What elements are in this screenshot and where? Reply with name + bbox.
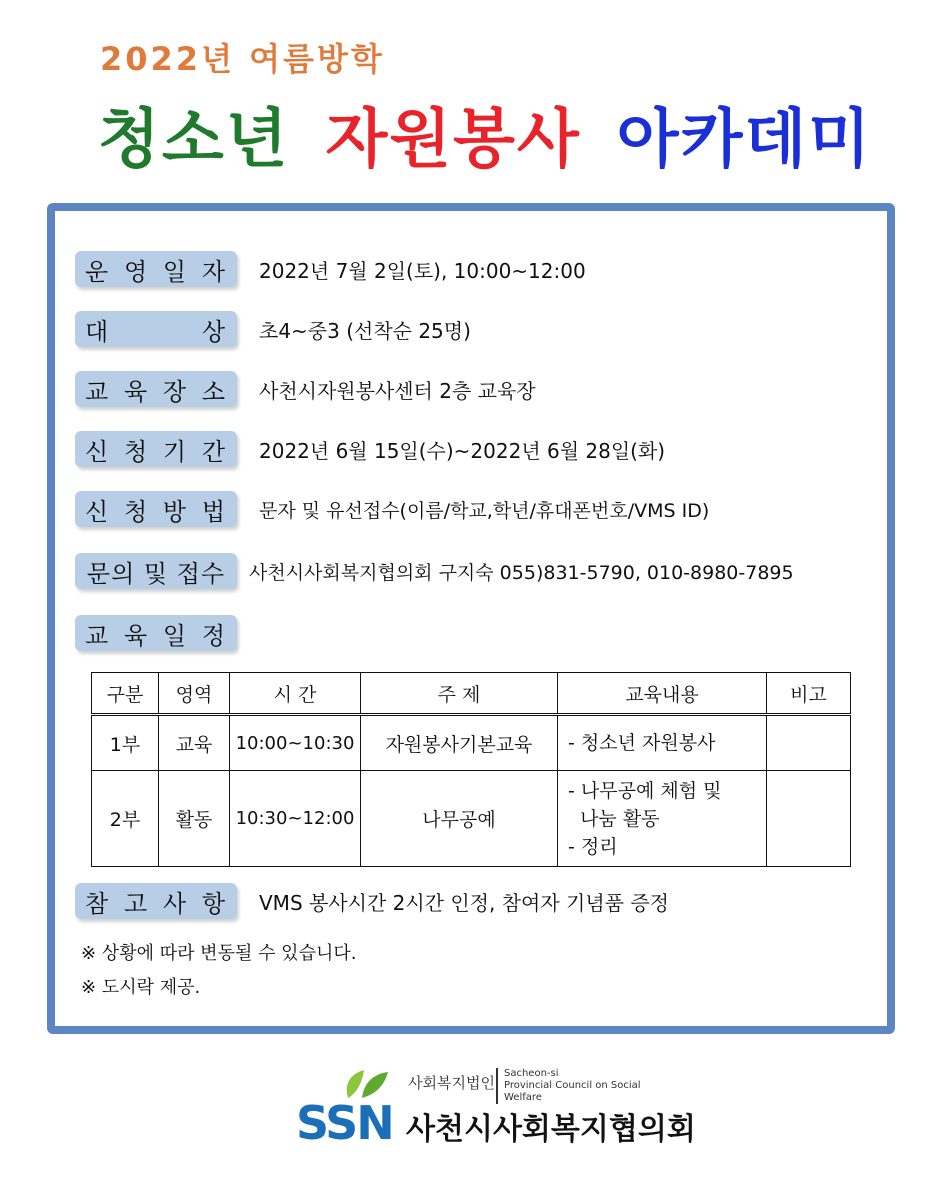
org-en-line2: Provincial Council on Social Welfare (504, 1080, 641, 1103)
pill-label-char: 자 (201, 257, 227, 286)
value-method: 문자 및 유선접수(이름/학교,학년/휴대폰번호/VMS ID) (259, 499, 710, 522)
label-date (75, 251, 237, 287)
info-row-period (75, 431, 665, 467)
leaf-icon (340, 1066, 390, 1100)
pill-label-char: 신 (85, 497, 111, 526)
info-row-reference (75, 883, 669, 919)
title-part-volunteer: 자원봉사 (325, 103, 581, 177)
info-row-contact (75, 553, 794, 589)
label-schedule (75, 615, 237, 651)
pill-label-char: 교 (85, 621, 111, 650)
content-line: 나눔 활동 (568, 807, 660, 830)
info-row-place (75, 371, 536, 407)
note-change: ※ 상황에 따라 변동될 수 있습니다. (81, 943, 357, 964)
header-topic: 주 제 (361, 673, 558, 715)
pill-label-char: 정 (201, 621, 227, 650)
value-target: 초4~중3 (선착순 25명) (259, 318, 471, 343)
header-note: 비고 (767, 673, 851, 715)
cell-note (767, 715, 851, 771)
info-row-date (75, 251, 586, 287)
table-row (92, 771, 851, 867)
content-line: - 청소년 자원봉사 (568, 732, 716, 754)
label-contact (75, 553, 237, 589)
info-row-target (75, 311, 471, 347)
pill-label-char: 청 (123, 437, 150, 466)
pill-label-char: 교 (85, 377, 111, 406)
cell-part: 2부 (92, 771, 159, 867)
label-place (75, 371, 237, 407)
cell-area: 활동 (159, 771, 230, 867)
pill-label-char: 운 (85, 257, 111, 286)
cell-time: 10:00~10:30 (230, 715, 361, 771)
content-line: - 정리 (568, 835, 618, 858)
pill-label-char: 법 (201, 497, 227, 526)
schedule-table (91, 672, 851, 867)
note-lunch: ※ 도시락 제공. (81, 977, 201, 998)
pill-label-char: 영 (123, 257, 150, 286)
cell-content (558, 771, 767, 867)
cell-topic: 자원봉사기본교육 (361, 715, 558, 771)
label-target (75, 311, 237, 347)
title-part-academy: 아카데미 (616, 103, 873, 177)
org-name: 사천시사회복지협의회 (406, 1112, 696, 1147)
pill-label-char: 장 (162, 377, 189, 406)
page-subtitle: 2022년 여름방학 (100, 40, 385, 78)
value-period: 2022년 6월 15일(수)~2022년 6월 28일(화) (259, 438, 666, 463)
header-time: 시 간 (230, 673, 361, 715)
pill-label-char: 일 (162, 257, 189, 286)
info-row-schedule (75, 615, 237, 651)
pill-label-char: 대 (85, 317, 111, 346)
page-title (98, 88, 872, 180)
pill-label-char: 상 (201, 317, 227, 346)
org-en-name (496, 1068, 656, 1104)
pill-label-char: 신 (85, 437, 111, 466)
cell-area: 교육 (159, 715, 230, 771)
cell-note (767, 771, 851, 867)
cell-part: 1부 (92, 715, 159, 771)
cell-time: 10:30~12:00 (230, 771, 361, 867)
pill-label-char: 기 (162, 437, 189, 466)
pill-label-char: 일 (162, 621, 189, 650)
header-content: 교육내용 (558, 673, 767, 715)
schedule-header-row (92, 673, 851, 715)
table-row (92, 715, 851, 771)
title-part-youth: 청소년 (98, 103, 290, 177)
pill-label-char: 항 (201, 889, 227, 918)
cell-content (558, 715, 767, 771)
value-place: 사천시자원봉사센터 2층 교육장 (259, 378, 536, 403)
org-en-line1: Sacheon-si (504, 1068, 559, 1079)
pill-label-char: 방 (162, 497, 189, 526)
label-method (75, 491, 237, 527)
value-contact: 사천시사회복지협의회 구지숙 055)831-5790, 010-8980-7895 (249, 561, 794, 584)
logo-ssn: SSN (296, 1096, 393, 1150)
org-type: 사회복지법인 (408, 1074, 495, 1092)
value-date: 2022년 7월 2일(토), 10:00~12:00 (259, 258, 586, 283)
value-reference: VMS 봉사시간 2시간 인정, 참여자 기념품 증정 (259, 890, 669, 915)
pill-label-char: 육 (123, 377, 150, 406)
pill-label-char: 고 (123, 889, 150, 918)
pill-label-char: 육 (123, 621, 150, 650)
label-reference (75, 883, 237, 919)
cell-topic: 나무공예 (361, 771, 558, 867)
pill-label-char: 청 (123, 497, 150, 526)
pill-label-text: 문의 및 접수 (86, 559, 226, 588)
header-part: 구분 (92, 673, 159, 715)
header-area: 영역 (159, 673, 230, 715)
pill-label-char: 간 (201, 437, 227, 466)
pill-label-char: 사 (162, 889, 189, 918)
pill-label-char: 소 (201, 377, 227, 406)
content-line: - 나무공예 체험 및 (568, 779, 722, 802)
pill-label-char: 참 (85, 889, 111, 918)
info-panel (47, 203, 895, 1034)
info-row-method (75, 491, 709, 527)
org-logo (296, 1066, 696, 1150)
label-period (75, 431, 237, 467)
